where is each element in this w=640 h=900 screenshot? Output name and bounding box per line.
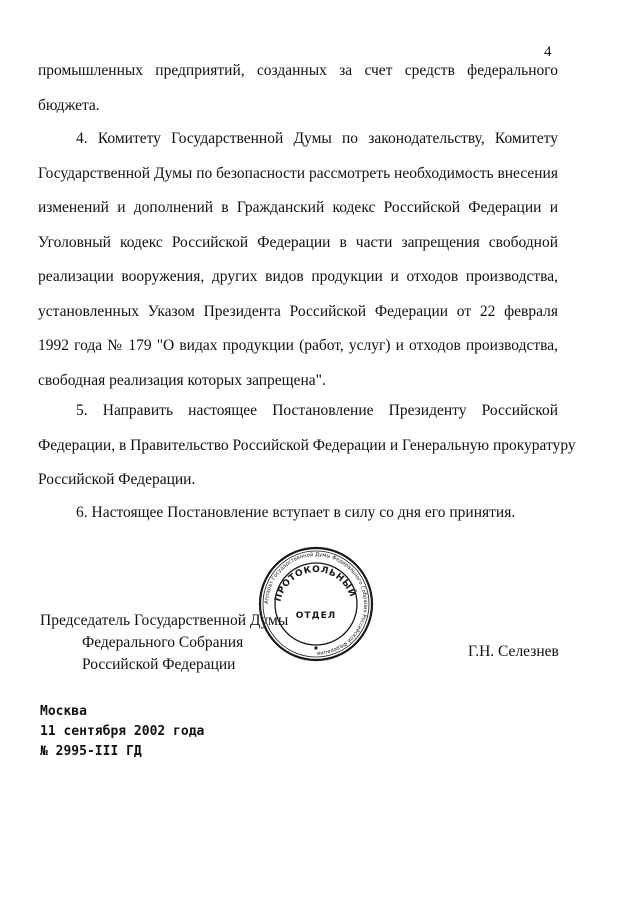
paragraph-continuation <box>38 54 558 123</box>
stamp-ring-text: Аппарат Государственной Думы Федерального Собрания Российской Федерации <box>263 551 369 657</box>
signatory-name: Г.Н. Селезнев <box>468 643 559 660</box>
stamp-center-text: ОТДЕЛ <box>295 611 337 621</box>
text-line: изменений и дополнений в Гражданский кодекс Российской Федерации и <box>38 199 558 216</box>
text-line: 4. Комитету Государственной Думы по законодательству, Комитету <box>76 130 558 147</box>
signatory-title <box>40 610 288 676</box>
date: 11 сентября 2002 года <box>40 724 205 739</box>
document-meta <box>40 702 204 762</box>
text-line: 1992 года № 179 "О видах продукции (работ, услуг) и отходов производства, <box>38 337 558 354</box>
text-line: реализации вооружения, других видов продукции и отходов производства, <box>38 268 558 285</box>
text-line: промышленных предприятий, созданных за счет средств федерального <box>38 62 558 79</box>
signatory-title-line: Федерального Собрания <box>82 634 244 651</box>
place: Москва <box>40 704 87 719</box>
stamp-arc-text: ПРОТОКОЛЬНЫЙ <box>273 564 358 603</box>
paragraph-item-6 <box>38 496 558 531</box>
text-line: бюджета. <box>38 96 100 114</box>
text-line: свободная реализация которых запрещена". <box>38 371 326 389</box>
text-line: установленных Указом Президента Российской Федерации от 22 февраля <box>38 302 558 320</box>
text-line: 6. Настоящее Постановление вступает в силу со дня его принятия. <box>76 504 516 521</box>
stamp-dot <box>314 646 317 649</box>
document-number: № 2995-III ГД <box>40 744 142 759</box>
paragraph-item-4 <box>38 122 558 398</box>
text-line: Уголовный кодекс Российской Федерации в части запрещения свободной <box>38 233 558 251</box>
text-line: Государственной Думы по безопасности рассмотреть необходимость внесения <box>38 164 558 182</box>
signatory-title-line: Российской Федерации <box>82 656 236 673</box>
text-line: 5. Направить настоящее Постановление Президенту Российской <box>76 402 558 419</box>
paragraph-item-5 <box>38 394 576 498</box>
signatory-title-line: Председатель Государственной Думы <box>40 612 289 629</box>
official-stamp <box>258 546 374 662</box>
page-number: 4 <box>544 44 552 60</box>
text-line: Федерации, в Правительство Российской Федерации и Генеральную прокуратуру <box>38 436 576 454</box>
text-line: Российской Федерации. <box>38 471 196 488</box>
